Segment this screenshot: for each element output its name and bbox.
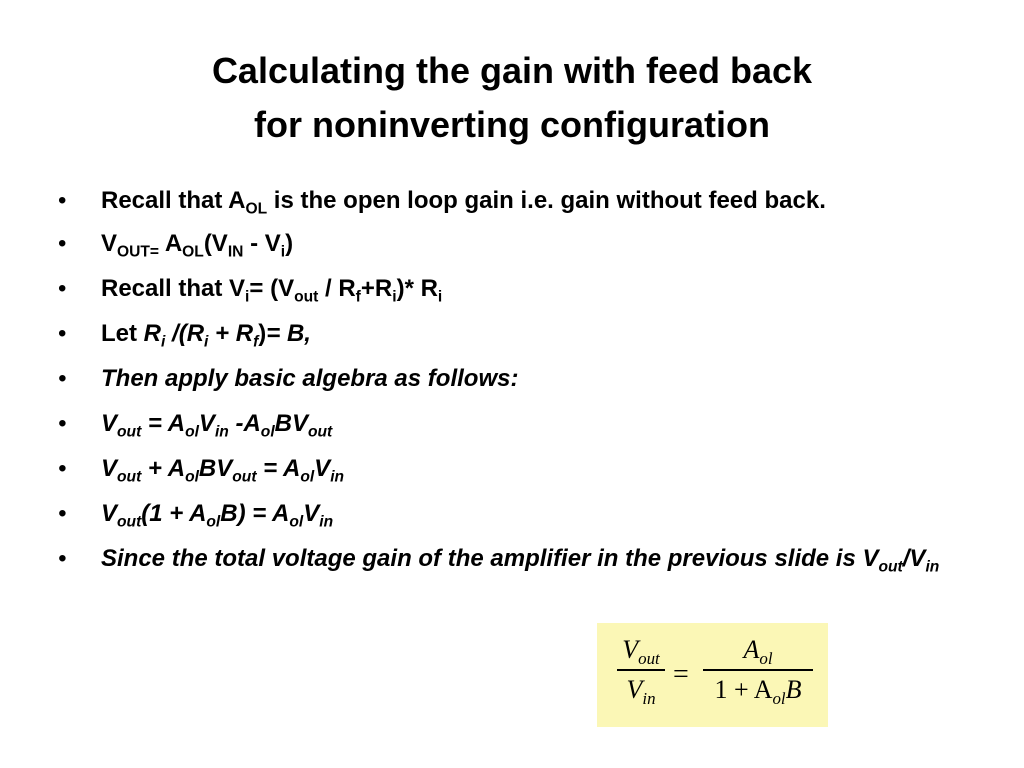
formula-lhs-numerator: $V_{out}$ [622,635,660,668]
bullet-total-gain: • Since the total voltage gain of the amplifier in the previous slide is $V_{out}/V_{in}$ [58,541,958,577]
bullet-list [58,183,958,586]
bullet-algebra-step-3: • $V_{out}(1 + A_{ol}B) = A_{ol}V_{in}$ [58,496,958,532]
bullet-vi-equation: • Recall that $V_i= (V_{out} / R_f+R_i)*$ $R_i$ [58,271,958,307]
gain-formula-image [597,623,828,727]
bullet-vout-equation: • $V_{OUT=}$ $A_{OL}(V_{IN} - V_i)$ [58,226,958,262]
formula-lhs-fraction [617,635,665,708]
bullet-algebra-step-2: • $V_{out} + A_{ol}BV_{out} = A_{ol}V_{in}$ [58,451,958,487]
formula-rhs-denominator: $1 + A_{ol}B$ [714,675,802,708]
formula-equals: = [673,659,689,690]
formula-rhs-numerator: $A_{ol}$ [743,635,773,668]
slide-title-line-1: Calculating the gain with feed back [211,50,813,91]
bullet-algebra-step-1: • $V_{out} = A_{ol}V_{in}$ $-A_{ol}BV_{out}$ [58,406,958,442]
formula-lhs-bar [617,669,665,671]
formula-rhs-fraction [703,635,813,708]
bullet-let-b: • Let $R_i$ $/(R_i + R_f)= B$, [58,316,958,352]
slide-title-line-2: for noninverting configuration [254,104,770,145]
slide-title [0,44,1024,152]
formula-rhs-bar [703,669,813,671]
bullet-open-loop-gain: • Recall that $A_{OL}$ is the open loop gain i.e. gain without feed back. [58,183,958,219]
formula-lhs-denominator: $V_{in}$ [626,675,656,708]
bullet-algebra-intro: • Then apply basic algebra as follows: [58,361,958,397]
